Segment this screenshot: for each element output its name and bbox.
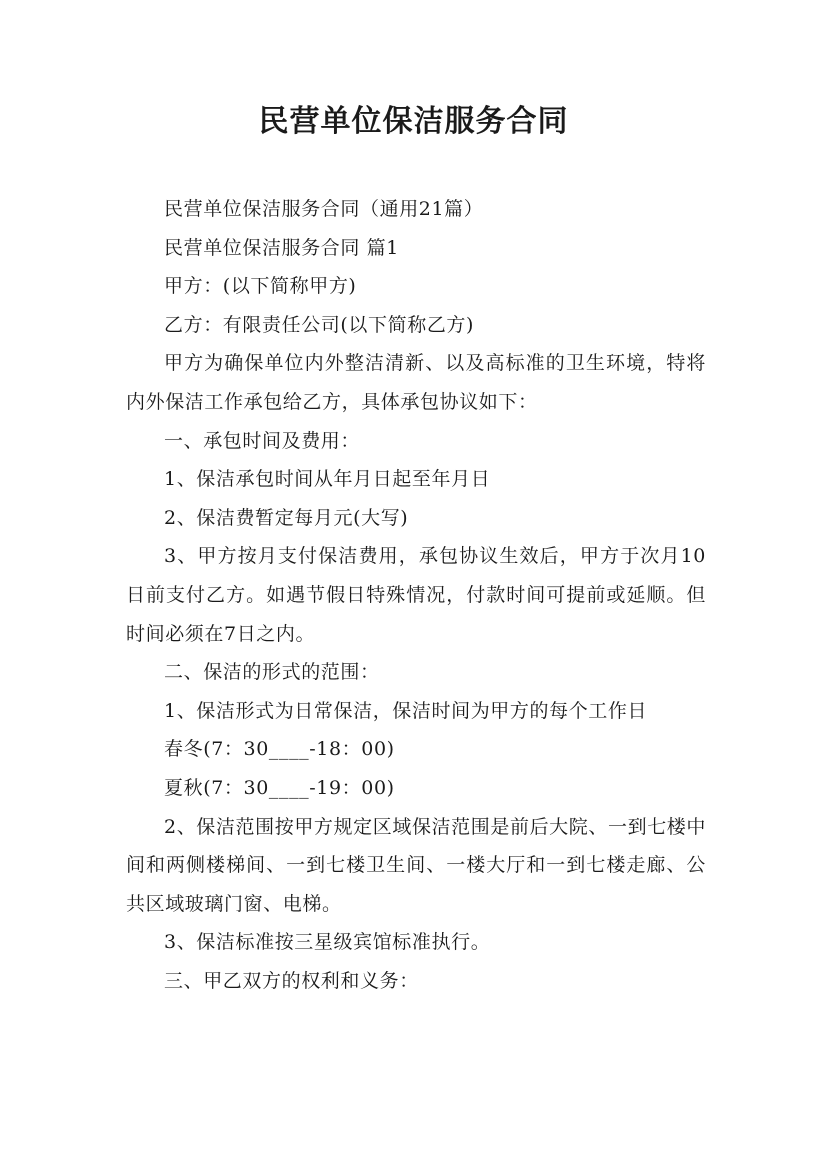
paragraph: 春冬(7：30____-18：00) bbox=[164, 738, 395, 761]
paragraph: 1、保洁形式为日常保洁，保洁时间为甲方的每个工作日 bbox=[164, 699, 648, 722]
paragraph: 2、保洁费暂定每月元(大写) bbox=[164, 506, 409, 529]
paragraph: 3、甲方按月支付保洁费用，承包协议生效后，甲方于次月10日前支付乙方。如遇节假日特殊情况，付款时间可提前或延顺。但时间必须在7日之内。 bbox=[126, 545, 706, 645]
document-title: 民营单位保洁服务合同 bbox=[258, 104, 569, 139]
paragraph: 3、保洁标准按三星级宾馆标准执行。 bbox=[164, 931, 491, 954]
paragraph: 乙方：有限责任公司(以下简称乙方) bbox=[164, 313, 475, 336]
section-heading: 三、甲乙双方的权利和义务： bbox=[164, 969, 419, 992]
paragraph: 夏秋(7：30____-19：00) bbox=[164, 776, 395, 799]
document-body bbox=[126, 190, 706, 1000]
paragraph: 甲方为确保单位内外整洁清新、以及高标准的卫生环境，特将内外保洁工作承包给乙方，具体承包协议如下： bbox=[126, 352, 706, 413]
paragraph: 2、保洁范围按甲方规定区域保洁范围是前后大院、一到七楼中间和两侧楼梯间、一到七楼卫生间、一楼大厅和一到七楼走廊、公共区域玻璃门窗、电梯。 bbox=[126, 815, 706, 915]
paragraph: 民营单位保洁服务合同 篇1 bbox=[164, 236, 399, 259]
section-heading: 二、保洁的形式的范围： bbox=[164, 661, 380, 684]
paragraph: 1、保洁承包时间从年月日起至年月日 bbox=[164, 468, 491, 491]
section-heading: 一、承包时间及费用： bbox=[164, 429, 361, 452]
paragraph: 民营单位保洁服务合同（通用21篇） bbox=[164, 198, 484, 220]
paragraph: 甲方：(以下简称甲方) bbox=[164, 275, 357, 298]
